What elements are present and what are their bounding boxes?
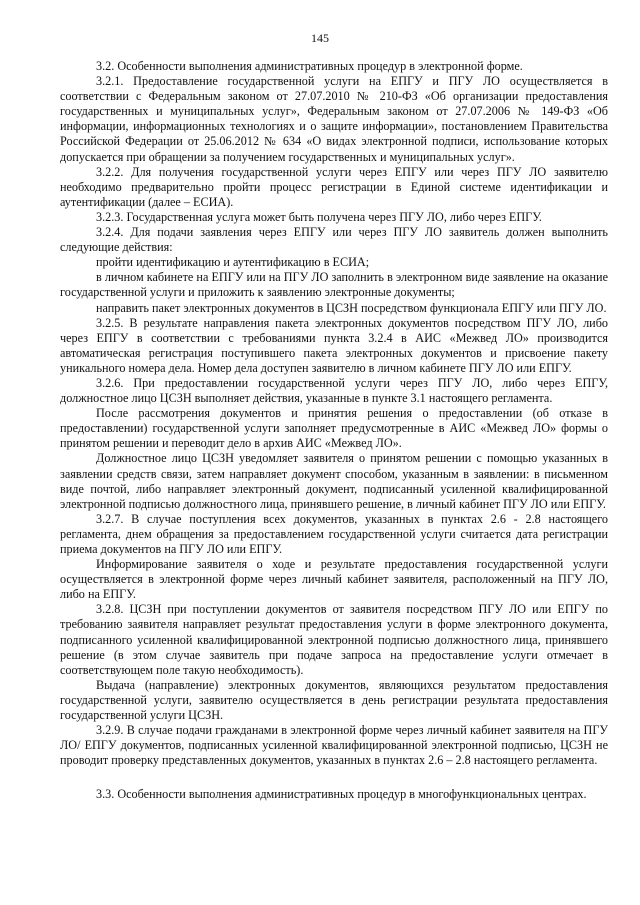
paragraph-decision: После рассмотрения документов и принятия решения о предоставлении (об отказе в предоставлении) государственной услуги заполняет предусмотренные в АИС «Межвед ЛО» формы о принятом решении и переводит дело в архив АИС «Межвед ЛО». <box>60 406 608 451</box>
section-3-3-heading: 3.3. Особенности выполнения административных процедур в многофункциональных центрах. <box>96 787 587 802</box>
paragraph-3-2-6: 3.2.6. При предоставлении государственной услуги через ПГУ ЛО, либо через ЕПГУ, должностное лицо ЦСЗН выполняет действия, указанные в пункте 3.1 настоящего регламента. <box>60 375 608 406</box>
paragraph-3-2-8: 3.2.8. ЦСЗН при поступлении документов от заявителя посредством ПГУ ЛО или ЕПГУ по требованию заявителя направляет результат предоставления услуги в форме электронного документа, подписанного усиленной квалифицированной электронной подписью должностного лица, принявшего решение (в этом случае заявитель при подаче запроса на предоставление услуги отмечает в соответствующем поле такую необходимость). <box>60 602 608 677</box>
paragraph-3-2-1: 3.2.1. Предоставление государственной услуги на ЕПГУ и ПГУ ЛО осуществляется в соответствии с Федеральным законом от 27.07.2010 № 210-ФЗ «Об организации предоставления государственных и муниципальных услуг», Федеральным законом от 27.07.2006 № 149-ФЗ «Об информации, информационных технологиях и о защите информации», постановлением Правительства Российской Федерации от 25.06.2012 № 634 «О видах электронной подписи, использование которых допускается при обращении за получением государственных и муниципальных услуг». <box>60 74 608 164</box>
list-item-fill-form: в личном кабинете на ЕПГУ или на ПГУ ЛО заполнить в электронном виде заявление на оказание государственной услуги и приложить к заявлению электронные документы; <box>60 270 608 300</box>
document-body <box>60 59 608 803</box>
section-3-2-heading: 3.2. Особенности выполнения административных процедур в электронной форме. <box>96 59 523 73</box>
page-number: 145 <box>311 31 329 45</box>
paragraph-3-2-4: 3.2.4. Для подачи заявления через ЕПГУ или через ПГУ ЛО заявитель должен выполнить следующие действия: <box>60 225 608 255</box>
paragraph-informing: Информирование заявителя о ходе и результате предоставления государственной услуги осуществляется в электронной форме через личный кабинет заявителя, расположенный на ПГУ ЛО, либо на ЕПГУ. <box>60 557 608 602</box>
paragraph-issuance: Выдача (направление) электронных документов, являющихся результатом предоставления государственной услуги, заявителю осуществляется в день регистрации результата предоставления государственной услуги ЦСЗН. <box>60 677 608 723</box>
list-item-send-package: направить пакет электронных документов в ЦСЗН посредством функционала ЕПГУ или ПГУ ЛО. <box>96 300 607 315</box>
paragraph-notification: Должностное лицо ЦСЗН уведомляет заявителя о принятом решении с помощью указанных в заявлении средств связи, затем направляет документ способом, указанным в заявлении: в письменном виде почтой, либо направляет электронный документ, подписанный усиленной квалифицированной электронной подписью должностного лица, принявшего решение, в личный кабинет ПГУ ЛО или ЕПГУ. <box>60 451 608 511</box>
paragraph-3-2-7: 3.2.7. В случае поступления всех документов, указанных в пунктах 2.6 - 2.8 настоящего регламента, днем обращения за предоставлением государственной услуги считается дата регистрации приема документов на ПГУ ЛО или ЕПГУ. <box>60 511 608 556</box>
paragraph-3-2-3: 3.2.3. Государственная услуга может быть получена через ПГУ ЛО, либо через ЕПГУ. <box>96 209 542 224</box>
list-item-esia: пройти идентификацию и аутентификацию в ЕСИА; <box>96 255 370 270</box>
paragraph-3-2-5: 3.2.5. В результате направления пакета электронных документов посредством ПГУ ЛО, либо через ЕПГУ в соответствии с требованиями пункта 3.2.4 в АИС «Межвед ЛО» производится автоматическая регистрация поступившего пакета электронных документов и присвоение пакету уникального номера дела. Номер дела доступен заявителю в личном кабинете ПГУ ЛО или ЕПГУ. <box>60 315 608 375</box>
paragraph-3-2-2: 3.2.2. Для получения государственной услуги через ЕПГУ или через ПГУ ЛО заявителю необходимо предварительно пройти процесс регистрации в Единой системе идентификации и аутентификации (далее – ЕСИА). <box>60 164 608 209</box>
paragraph-3-2-9: 3.2.9. В случае подачи гражданами в электронной форме через личный кабинет заявителя на ПГУ ЛО/ ЕПГУ документов, подписанных усиленной квалифицированной электронной подписью, ЦСЗН не проводит проверку представленных документов, указанных в пунктах 2.6 – 2.8 настоящего регламента. <box>60 723 608 768</box>
